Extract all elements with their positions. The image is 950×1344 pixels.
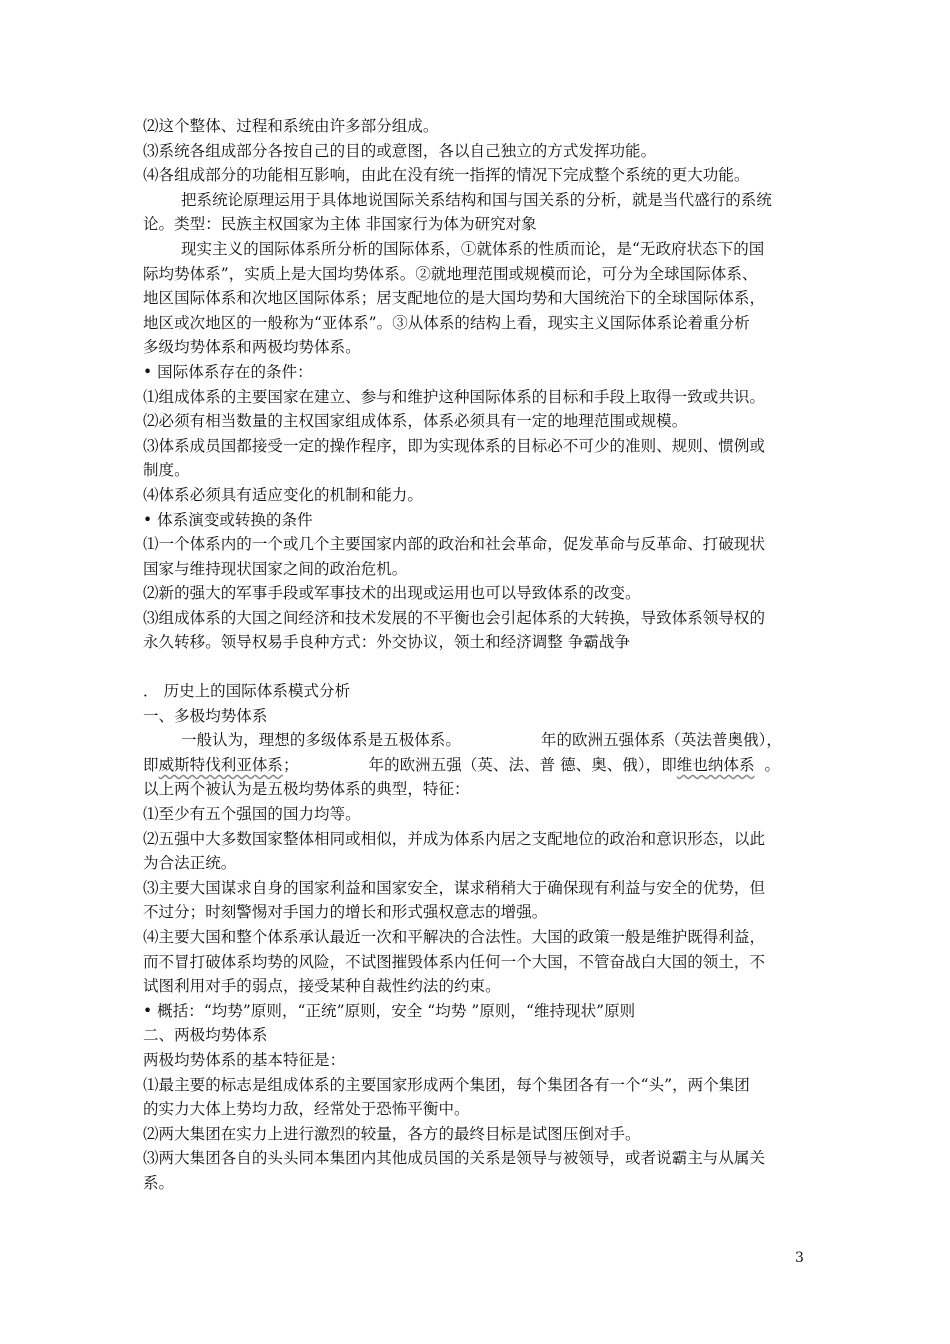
text-line: 际均势体系”，实质上是大国均势体系。②就地理范围或规模而论，可分为全球国际体系、 [143, 264, 758, 283]
text-line: 试图利用对手的弱点，接受某种自裁性约法的约束。 [143, 977, 501, 996]
text-span: 。 [764, 755, 781, 774]
text-line: 以上两个被认为是五极均势体系的典型，特征： [143, 780, 470, 799]
section-heading: ． 历史上的国际体系模式分析 [143, 682, 351, 701]
text-line: ⑵这个整体、过程和系统由许多部分组成。 [143, 117, 439, 135]
text-line: 地区或次地区的一般称为“亚体系”。③从体系的结构上看，现实主义国际体系论着重分析 [143, 313, 750, 332]
text-line: ⑴一个体系内的一个或几个主要国家内部的政治和社会革命，促发革命与反革命、打破现状 [143, 535, 766, 554]
paragraph-first-line: 现实主义的国际体系所分析的国际体系，①就体系的性质而论，是“无政府状态下的国 [181, 239, 765, 258]
document-body [143, 114, 815, 1196]
text-line: ⑴最主要的标志是组成体系的主要国家形成两个集团，每个集团各有一个“头”，两个集团 [143, 1075, 750, 1094]
bullet-heading: • 国际体系存在的条件： [143, 362, 313, 381]
text-line: ⑵必须有相当数量的主权国家组成体系，体系必须具有一定的地理范围或规模。 [143, 412, 688, 431]
text-span: 年的欧洲五强体系（英法普奥俄）， [540, 731, 782, 750]
text-line: ⑵新的强大的军事手段或军事技术的出现或运用也可以导致体系的改变。 [143, 584, 641, 603]
text-line: 国家与维持现状国家之间的政治危机。 [143, 559, 408, 578]
text-line: 为合法正统。 [143, 854, 237, 873]
text-line: ⑵五强中大多数国家整体相同或相似，并成为体系内居之支配地位的政治和意识形态，以此 [143, 829, 766, 848]
text-line: ⑵两大集团在实力上进行激烈的较量，各方的最终目标是试图压倒对手。 [143, 1124, 641, 1143]
subsection-heading: 二、两极均势体系 [143, 1026, 268, 1045]
text-line: ⑶组成体系的大国之间经济和技术发展的不平衡也会引起体系的大转换，导致体系领导权的 [143, 608, 766, 627]
text-span: 一般认为，理想的多级体系是五极体系。 [181, 731, 461, 750]
text-span: 即 [143, 755, 159, 774]
text-line: ⑴组成体系的主要国家在建立、参与和维护这种国际体系的目标和手段上取得一致或共识。 [143, 387, 766, 406]
paragraph-first-line: 把系统论原理运用于具体地说国际关系结构和国与国关系的分析，就是当代盛行的系统 [181, 190, 772, 209]
text-line: ⑶两大集团各自的头头同本集团内其他成员国的关系是领导与被领导，或者说霸主与从属关 [143, 1149, 766, 1168]
text-line: 的实力大体上势均力敌，经常处于恐怖平衡中。 [143, 1100, 470, 1119]
page-number: 3 [795, 1250, 804, 1266]
text-line: ⑷体系必须具有适应变化的机制和能力。 [143, 485, 423, 504]
subsection-heading: 一、多极均势体系 [143, 706, 268, 725]
text-line: 地区国际体系和次地区国际体系；居支配地位的是大国均势和大国统治下的全球国际体系， [143, 289, 766, 308]
text-line: 两极均势体系的基本特征是： [143, 1050, 346, 1069]
vienna-link-text: 维也纳体系 [676, 755, 755, 774]
text-line: 永久转移。领导权易手良种方式：外交协议，领土和经济调整 争霸战争 [143, 633, 631, 652]
text-line: 多级均势体系和两极均势体系。 [143, 338, 361, 357]
text-span: 年的欧洲五强（英、法、普 德、奥、俄），即 [368, 755, 677, 774]
westphalia-link-text: 威斯特伐利亚体系 [158, 755, 283, 774]
paragraph-first-line [143, 728, 815, 753]
text-line: ⑶主要大国谋求自身的国家利益和国家安全，谋求稍稍大于确保现有利益与安全的优势，但 [143, 878, 766, 897]
bullet-heading: • 概括：“均势”原则，“正统”原则，安全 “均势 ”原则，“维持现状”原则 [143, 1001, 636, 1020]
text-span: ； [282, 755, 299, 774]
text-line: ⑷主要大国和整个体系承认最近一次和平解决的合法性。大国的政策一般是维护既得利益， [143, 928, 766, 946]
text-line: 制度。 [143, 461, 190, 480]
text-line [143, 753, 815, 778]
blank-line [143, 655, 815, 679]
text-line: 而不冒打破体系均势的风险，不试图摧毁体系内任何一个大国，不管奋战白大国的领土，不 [143, 952, 766, 971]
text-line: 论。类型：民族主权国家为主体 非国家行为体为研究对象 [143, 215, 537, 234]
text-line: ⑶系统各组成部分各按自己的目的或意图，各以自己独立的方式发挥功能。 [143, 141, 657, 160]
text-line: ⑷各组成部分的功能相互影响，由此在没有统一指挥的情况下完成整个系统的更大功能。 [143, 166, 750, 185]
bullet-heading: • 体系演变或转换的条件 [143, 510, 313, 529]
text-line: ⑴至少有五个强国的国力均等。 [143, 805, 361, 824]
text-line: 系。 [143, 1173, 175, 1192]
text-line: 不过分；时刻警惕对手国力的增长和形式强权意志的增强。 [143, 903, 548, 922]
text-line: ⑶体系成员国都接受一定的操作程序，即为实现体系的目标必不可少的准则、规则、惯例或 [143, 436, 766, 455]
